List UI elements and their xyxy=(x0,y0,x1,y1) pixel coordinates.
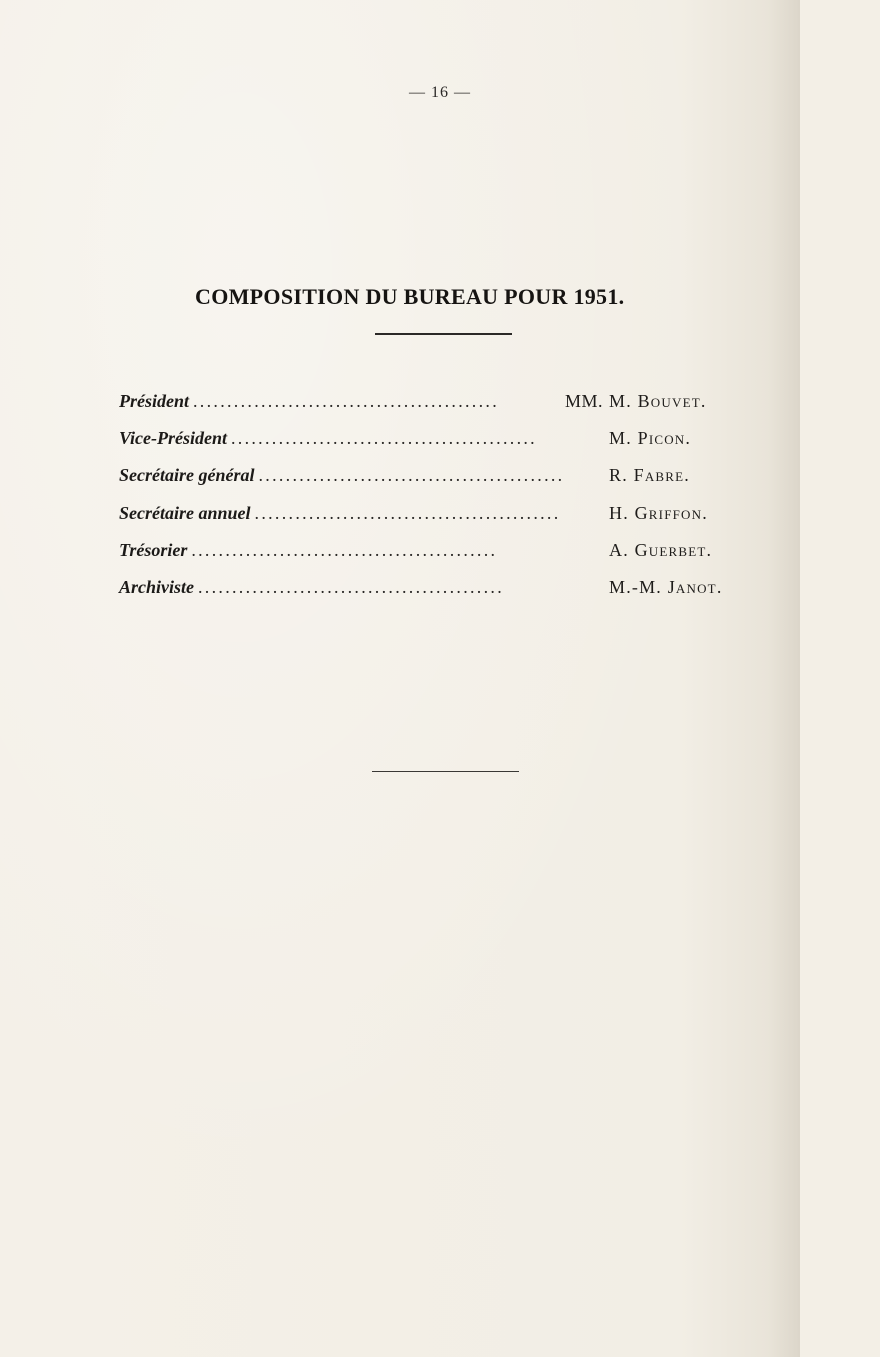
page-number: — 16 — xyxy=(409,84,471,101)
member-name: M. Bouvet. xyxy=(609,391,707,411)
page-title: COMPOSITION DU BUREAU POUR 1951. xyxy=(195,284,625,309)
dot-leader: ............................................. xyxy=(198,576,504,597)
role-label: Secrétaire annuel xyxy=(119,502,251,523)
dot-leader: ............................................. xyxy=(258,465,565,486)
member-name: A. Guerbet. xyxy=(609,539,713,560)
dot-leader: ............................................. xyxy=(230,428,537,449)
role-label: Archiviste xyxy=(119,576,194,597)
role-label: Président xyxy=(119,391,189,411)
title-underline-rule xyxy=(375,333,512,335)
bureau-row-archivist xyxy=(119,577,739,614)
member-name: H. Griffon. xyxy=(609,502,708,523)
bureau-row-secretary-general xyxy=(119,465,739,502)
bureau-row-annual-secretary xyxy=(119,503,739,540)
role-label: Secrétaire général xyxy=(119,465,255,486)
bureau-row-treasurer xyxy=(119,540,739,577)
role-label: Trésorier xyxy=(119,539,188,560)
title-prefix: MM. xyxy=(565,391,604,411)
dot-leader: ............................................. xyxy=(193,391,499,411)
section-end-rule xyxy=(372,771,519,772)
dot-leader: ............................................. xyxy=(254,502,561,523)
bureau-row-vice-president xyxy=(119,428,739,465)
bureau-list xyxy=(119,391,739,614)
bureau-row-president xyxy=(119,391,739,428)
dot-leader: ............................................. xyxy=(191,539,498,560)
role-label: Vice-Président xyxy=(119,428,227,449)
member-name: M.-M. Janot. xyxy=(609,576,723,597)
member-name: M. Picon. xyxy=(609,428,692,449)
member-name: R. Fabre. xyxy=(609,465,690,486)
